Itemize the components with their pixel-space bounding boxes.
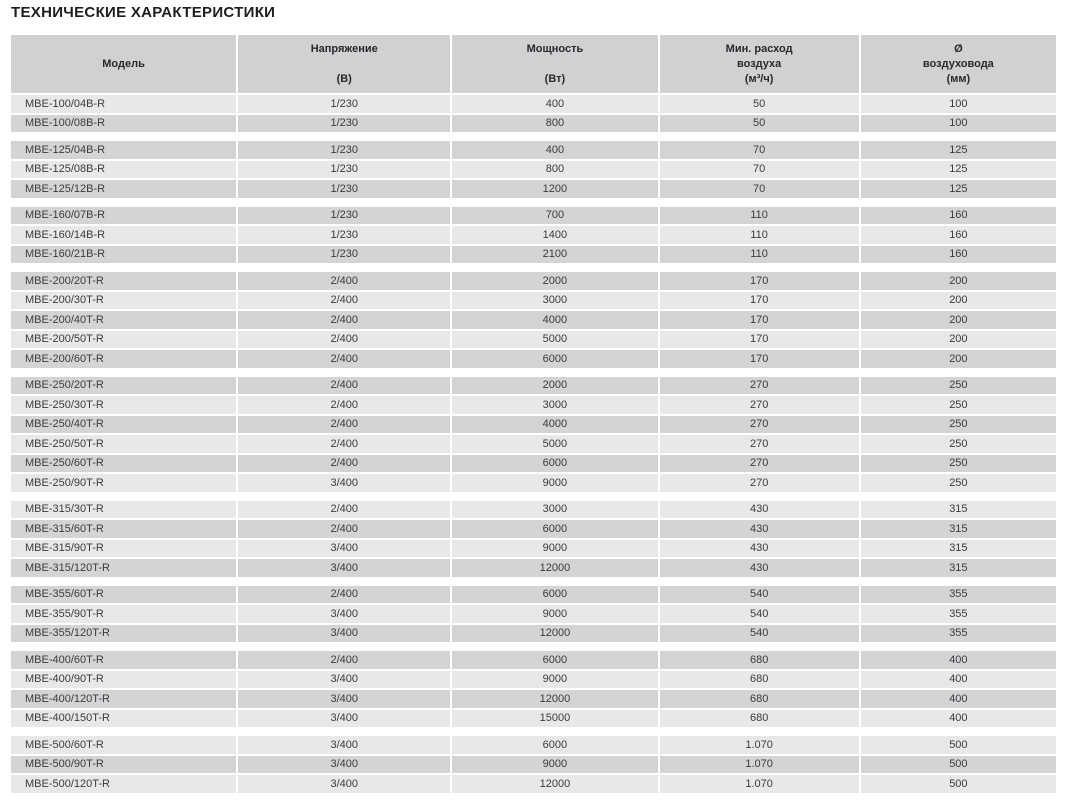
table-group-MBE-400 xyxy=(11,651,1056,727)
cell-airflow: 270 xyxy=(660,474,859,492)
table-row xyxy=(11,559,1056,577)
cell-airflow: 170 xyxy=(660,350,859,368)
cell-power: 2100 xyxy=(452,246,657,264)
cell-airflow: 70 xyxy=(660,161,859,179)
table-group-MBE-315 xyxy=(11,501,1056,577)
header-label-model-line1: Модель xyxy=(102,57,145,70)
cell-voltage: 3/400 xyxy=(238,775,450,793)
cell-model: MBE-160/14B-R xyxy=(11,226,236,244)
cell-diameter: 125 xyxy=(861,180,1056,198)
header-label-power-line2: (Вт) xyxy=(544,73,566,85)
cell-airflow: 680 xyxy=(660,690,859,708)
header-cell-airflow xyxy=(660,35,859,93)
header-label-diameter-line2: воздуховода xyxy=(922,58,994,70)
table-row xyxy=(11,501,1056,519)
cell-power: 9000 xyxy=(452,474,657,492)
cell-airflow: 270 xyxy=(660,435,859,453)
cell-diameter: 400 xyxy=(861,710,1056,728)
cell-diameter: 160 xyxy=(861,207,1056,225)
cell-diameter: 500 xyxy=(861,736,1056,754)
cell-model: MBE-355/120T-R xyxy=(11,625,236,643)
spec-table xyxy=(11,35,1056,793)
cell-diameter: 250 xyxy=(861,455,1056,473)
cell-diameter: 125 xyxy=(861,161,1056,179)
table-row xyxy=(11,455,1056,473)
cell-model: MBE-200/40T-R xyxy=(11,311,236,329)
cell-airflow: 170 xyxy=(660,292,859,310)
table-row xyxy=(11,474,1056,492)
cell-power: 1400 xyxy=(452,226,657,244)
cell-airflow: 270 xyxy=(660,416,859,434)
cell-model: MBE-500/60T-R xyxy=(11,736,236,754)
cell-airflow: 70 xyxy=(660,180,859,198)
cell-airflow: 50 xyxy=(660,115,859,133)
cell-power: 9000 xyxy=(452,540,657,558)
cell-voltage: 2/400 xyxy=(238,435,450,453)
table-row xyxy=(11,756,1056,774)
cell-voltage: 1/230 xyxy=(238,207,450,225)
cell-power: 6000 xyxy=(452,651,657,669)
header-cell-model xyxy=(11,35,236,93)
cell-diameter: 315 xyxy=(861,520,1056,538)
cell-power: 6000 xyxy=(452,586,657,604)
cell-model: MBE-355/90T-R xyxy=(11,605,236,623)
cell-diameter: 250 xyxy=(861,396,1056,414)
cell-diameter: 250 xyxy=(861,416,1056,434)
cell-diameter: 200 xyxy=(861,272,1056,290)
page-title: ТЕХНИЧЕСКИЕ ХАРАКТЕРИСТИКИ xyxy=(11,4,276,21)
cell-model: MBE-500/90T-R xyxy=(11,756,236,774)
cell-power: 6000 xyxy=(452,455,657,473)
cell-voltage: 3/400 xyxy=(238,690,450,708)
table-group-MBE-125 xyxy=(11,141,1056,198)
cell-diameter: 200 xyxy=(861,331,1056,349)
cell-power: 3000 xyxy=(452,396,657,414)
cell-diameter: 250 xyxy=(861,474,1056,492)
cell-model: MBE-250/60T-R xyxy=(11,455,236,473)
cell-airflow: 540 xyxy=(660,586,859,604)
header-label-airflow-line3: (м³/ч) xyxy=(744,73,774,85)
cell-model: MBE-315/60T-R xyxy=(11,520,236,538)
table-row xyxy=(11,605,1056,623)
cell-voltage: 2/400 xyxy=(238,331,450,349)
cell-power: 700 xyxy=(452,207,657,225)
cell-model: MBE-400/120T-R xyxy=(11,690,236,708)
cell-voltage: 1/230 xyxy=(238,226,450,244)
cell-voltage: 3/400 xyxy=(238,474,450,492)
cell-power: 4000 xyxy=(452,416,657,434)
cell-airflow: 1.070 xyxy=(660,756,859,774)
cell-power: 3000 xyxy=(452,292,657,310)
table-header-row xyxy=(11,35,1056,93)
cell-airflow: 170 xyxy=(660,311,859,329)
table-row xyxy=(11,207,1056,225)
cell-voltage: 2/400 xyxy=(238,651,450,669)
cell-power: 12000 xyxy=(452,559,657,577)
cell-power: 5000 xyxy=(452,331,657,349)
cell-voltage: 1/230 xyxy=(238,115,450,133)
cell-power: 400 xyxy=(452,141,657,159)
cell-airflow: 430 xyxy=(660,501,859,519)
cell-voltage: 1/230 xyxy=(238,141,450,159)
cell-airflow: 680 xyxy=(660,710,859,728)
cell-power: 1200 xyxy=(452,180,657,198)
cell-power: 5000 xyxy=(452,435,657,453)
table-row xyxy=(11,520,1056,538)
cell-voltage: 3/400 xyxy=(238,625,450,643)
cell-voltage: 3/400 xyxy=(238,736,450,754)
cell-voltage: 2/400 xyxy=(238,377,450,395)
header-label-voltage-line2: (В) xyxy=(336,73,352,85)
table-row xyxy=(11,180,1056,198)
cell-diameter: 400 xyxy=(861,690,1056,708)
header-label-voltage-line1: Напряжение xyxy=(310,43,378,55)
cell-voltage: 2/400 xyxy=(238,455,450,473)
table-row xyxy=(11,226,1056,244)
cell-voltage: 2/400 xyxy=(238,292,450,310)
header-label-power-line1: Мощность xyxy=(526,43,584,55)
table-group-MBE-500 xyxy=(11,736,1056,793)
cell-power: 400 xyxy=(452,95,657,113)
cell-diameter: 355 xyxy=(861,605,1056,623)
cell-airflow: 540 xyxy=(660,605,859,623)
cell-diameter: 160 xyxy=(861,246,1056,264)
cell-model: MBE-315/120T-R xyxy=(11,559,236,577)
table-row xyxy=(11,671,1056,689)
table-row xyxy=(11,396,1056,414)
table-row xyxy=(11,141,1056,159)
cell-voltage: 3/400 xyxy=(238,671,450,689)
cell-model: MBE-200/20T-R xyxy=(11,272,236,290)
cell-power: 6000 xyxy=(452,736,657,754)
cell-diameter: 200 xyxy=(861,292,1056,310)
cell-model: MBE-250/90T-R xyxy=(11,474,236,492)
cell-airflow: 430 xyxy=(660,559,859,577)
header-label-diameter-line1: Ø xyxy=(954,43,963,55)
header-cell-voltage xyxy=(238,35,450,93)
cell-voltage: 1/230 xyxy=(238,180,450,198)
table-group-MBE-100 xyxy=(11,95,1056,132)
cell-model: MBE-200/60T-R xyxy=(11,350,236,368)
cell-power: 12000 xyxy=(452,625,657,643)
cell-model: MBE-160/07B-R xyxy=(11,207,236,225)
table-row xyxy=(11,377,1056,395)
table-row xyxy=(11,95,1056,113)
cell-voltage: 2/400 xyxy=(238,501,450,519)
cell-model: MBE-125/04B-R xyxy=(11,141,236,159)
table-row xyxy=(11,586,1056,604)
table-row xyxy=(11,540,1056,558)
cell-power: 2000 xyxy=(452,377,657,395)
table-row xyxy=(11,710,1056,728)
cell-power: 9000 xyxy=(452,605,657,623)
cell-voltage: 3/400 xyxy=(238,540,450,558)
header-label-diameter-line3: (мм) xyxy=(946,73,971,85)
cell-model: MBE-400/60T-R xyxy=(11,651,236,669)
cell-model: MBE-315/30T-R xyxy=(11,501,236,519)
cell-diameter: 160 xyxy=(861,226,1056,244)
cell-voltage: 2/400 xyxy=(238,272,450,290)
cell-power: 9000 xyxy=(452,671,657,689)
table-row xyxy=(11,311,1056,329)
cell-diameter: 125 xyxy=(861,141,1056,159)
cell-diameter: 315 xyxy=(861,501,1056,519)
cell-model: MBE-200/50T-R xyxy=(11,331,236,349)
cell-diameter: 400 xyxy=(861,651,1056,669)
cell-power: 15000 xyxy=(452,710,657,728)
cell-airflow: 110 xyxy=(660,207,859,225)
table-group-MBE-355 xyxy=(11,586,1056,643)
cell-power: 800 xyxy=(452,161,657,179)
cell-airflow: 1.070 xyxy=(660,736,859,754)
cell-power: 800 xyxy=(452,115,657,133)
table-row xyxy=(11,246,1056,264)
table-row xyxy=(11,435,1056,453)
cell-diameter: 315 xyxy=(861,559,1056,577)
cell-airflow: 170 xyxy=(660,272,859,290)
cell-airflow: 270 xyxy=(660,455,859,473)
cell-diameter: 355 xyxy=(861,625,1056,643)
cell-diameter: 315 xyxy=(861,540,1056,558)
cell-model: MBE-160/21B-R xyxy=(11,246,236,264)
table-row xyxy=(11,331,1056,349)
cell-airflow: 110 xyxy=(660,246,859,264)
cell-diameter: 400 xyxy=(861,671,1056,689)
cell-diameter: 500 xyxy=(861,775,1056,793)
cell-model: MBE-355/60T-R xyxy=(11,586,236,604)
header-label-airflow-line1: Мин. расход xyxy=(725,43,793,55)
cell-airflow: 70 xyxy=(660,141,859,159)
cell-voltage: 1/230 xyxy=(238,246,450,264)
cell-model: MBE-400/90T-R xyxy=(11,671,236,689)
cell-diameter: 250 xyxy=(861,435,1056,453)
cell-power: 4000 xyxy=(452,311,657,329)
cell-airflow: 50 xyxy=(660,95,859,113)
cell-model: MBE-100/04B-R xyxy=(11,95,236,113)
cell-power: 12000 xyxy=(452,690,657,708)
table-row xyxy=(11,625,1056,643)
cell-voltage: 1/230 xyxy=(238,95,450,113)
cell-power: 3000 xyxy=(452,501,657,519)
cell-diameter: 200 xyxy=(861,311,1056,329)
cell-airflow: 170 xyxy=(660,331,859,349)
cell-model: MBE-400/150T-R xyxy=(11,710,236,728)
cell-model: MBE-125/08B-R xyxy=(11,161,236,179)
cell-power: 9000 xyxy=(452,756,657,774)
header-cell-diameter xyxy=(861,35,1056,93)
cell-voltage: 2/400 xyxy=(238,520,450,538)
cell-diameter: 100 xyxy=(861,115,1056,133)
cell-diameter: 355 xyxy=(861,586,1056,604)
cell-model: MBE-200/30T-R xyxy=(11,292,236,310)
table-row xyxy=(11,161,1056,179)
cell-voltage: 2/400 xyxy=(238,396,450,414)
table-row xyxy=(11,272,1056,290)
cell-airflow: 430 xyxy=(660,540,859,558)
cell-model: MBE-125/12B-R xyxy=(11,180,236,198)
table-row xyxy=(11,736,1056,754)
cell-model: MBE-250/30T-R xyxy=(11,396,236,414)
table-row xyxy=(11,350,1056,368)
cell-voltage: 3/400 xyxy=(238,756,450,774)
cell-airflow: 430 xyxy=(660,520,859,538)
cell-airflow: 110 xyxy=(660,226,859,244)
table-group-MBE-160 xyxy=(11,207,1056,264)
cell-voltage: 3/400 xyxy=(238,605,450,623)
cell-airflow: 680 xyxy=(660,651,859,669)
cell-airflow: 270 xyxy=(660,377,859,395)
cell-model: MBE-500/120T-R xyxy=(11,775,236,793)
cell-airflow: 1.070 xyxy=(660,775,859,793)
cell-airflow: 270 xyxy=(660,396,859,414)
cell-power: 12000 xyxy=(452,775,657,793)
cell-voltage: 2/400 xyxy=(238,586,450,604)
cell-voltage: 2/400 xyxy=(238,311,450,329)
cell-power: 2000 xyxy=(452,272,657,290)
header-label-airflow-line2: воздуха xyxy=(737,58,782,70)
table-row xyxy=(11,292,1056,310)
table-group-MBE-200 xyxy=(11,272,1056,368)
cell-power: 6000 xyxy=(452,520,657,538)
cell-model: MBE-250/50T-R xyxy=(11,435,236,453)
table-row xyxy=(11,690,1056,708)
table-body xyxy=(11,95,1056,793)
cell-voltage: 2/400 xyxy=(238,350,450,368)
cell-voltage: 3/400 xyxy=(238,559,450,577)
cell-diameter: 100 xyxy=(861,95,1056,113)
header-cell-power xyxy=(452,35,657,93)
cell-voltage: 1/230 xyxy=(238,161,450,179)
cell-model: MBE-250/40T-R xyxy=(11,416,236,434)
cell-voltage: 2/400 xyxy=(238,416,450,434)
table-row xyxy=(11,115,1056,133)
cell-diameter: 200 xyxy=(861,350,1056,368)
cell-airflow: 680 xyxy=(660,671,859,689)
table-row xyxy=(11,775,1056,793)
cell-voltage: 3/400 xyxy=(238,710,450,728)
table-row xyxy=(11,651,1056,669)
cell-model: MBE-315/90T-R xyxy=(11,540,236,558)
cell-airflow: 540 xyxy=(660,625,859,643)
cell-model: MBE-250/20T-R xyxy=(11,377,236,395)
table-group-MBE-250 xyxy=(11,377,1056,492)
table-row xyxy=(11,416,1056,434)
cell-model: MBE-100/08B-R xyxy=(11,115,236,133)
cell-power: 6000 xyxy=(452,350,657,368)
cell-diameter: 500 xyxy=(861,756,1056,774)
cell-diameter: 250 xyxy=(861,377,1056,395)
